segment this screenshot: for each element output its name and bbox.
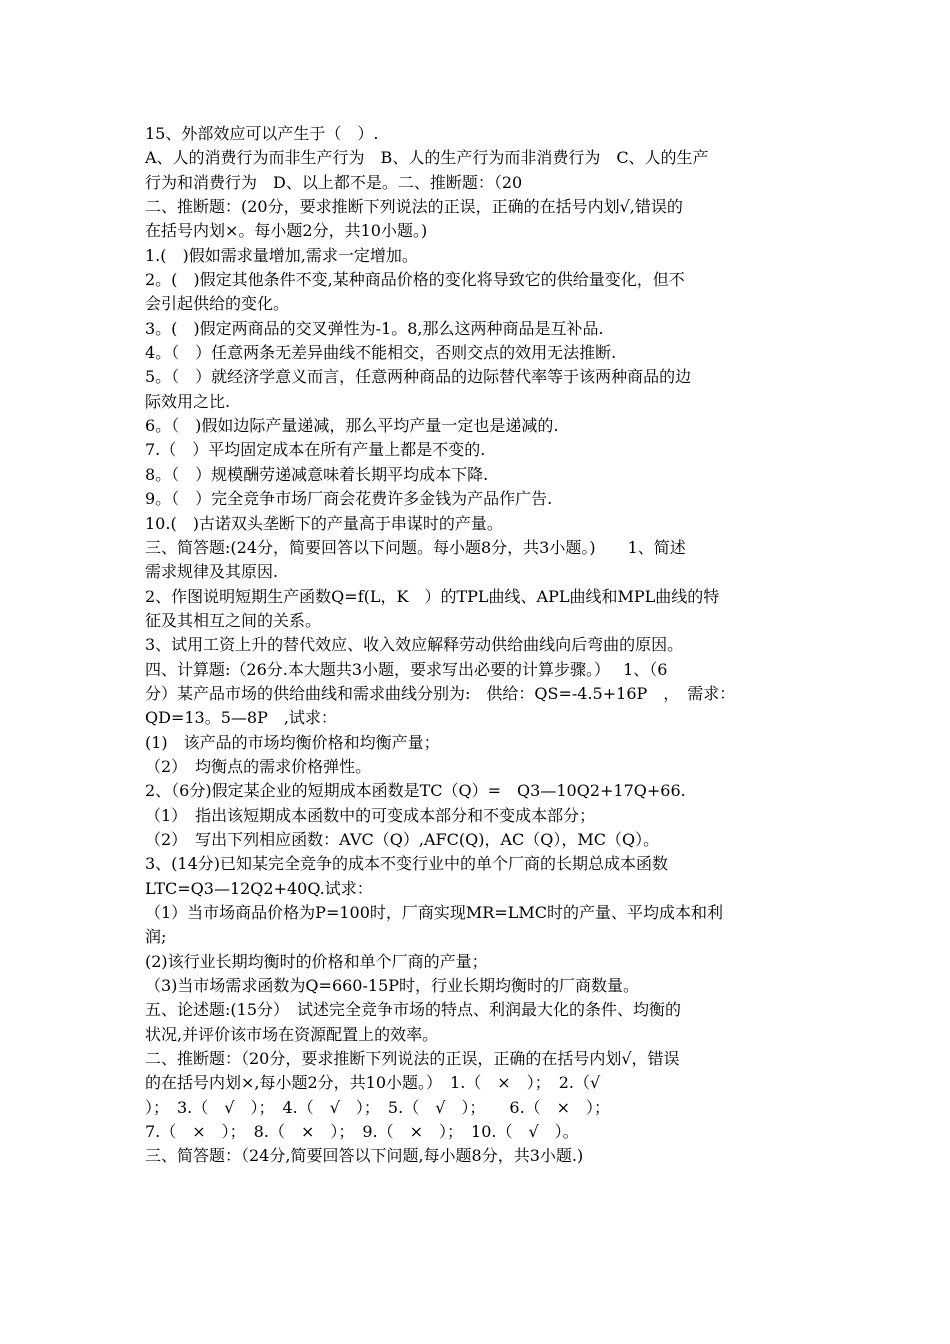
text-line: 15、外部效应可以产生于（ ）.	[145, 124, 379, 143]
text-line: 8。（ ）规模酬劳递减意味着长期平均成本下降.	[145, 464, 489, 484]
text-line: 三、简答题：（24分,简要回答以下问题,每小题8分，共3小题.)	[145, 1146, 584, 1166]
text-line: 3。( )假定两商品的交叉弹性为-1。8,那么这两种商品是互补品.	[145, 318, 604, 338]
text-line: 5。（ ）就经济学意义而言，任意两种商品的边际替代率等于该两种商品的边	[145, 367, 692, 387]
text-line: QD=13。5—8P ,试求：	[145, 708, 337, 728]
text-line: 五、论述题:(15分） 试述完全竞争市场的特点、利润最大化的条件、均衡的	[145, 1000, 681, 1020]
text-line: 7.（ × ）； 8.（ × ）； 9.（ × ）； 10.（ √ ）。	[145, 1122, 579, 1142]
text-line: LTC=Q3—12Q2+40Q.试求：	[145, 878, 373, 898]
text-line: 6。（ )假如边际产量递减，那么平均产量一定也是递减的.	[145, 416, 559, 436]
text-line: (2)该行业长期均衡时的价格和单个厂商的产量；	[145, 951, 488, 971]
text-line: (1) 该产品的市场均衡价格和均衡产量；	[145, 732, 440, 752]
text-line: 行为和消费行为 D、以上都不是。二、推断题：（20	[145, 172, 523, 192]
text-line: （3)当市场需求函数为Q=660-15P时，行业长期均衡时的厂商数量。	[145, 976, 640, 996]
text-line: 9。（ ）完全竞争市场厂商会花费许多金钱为产品作广告.	[145, 489, 553, 509]
text-line: 润;	[145, 927, 167, 947]
text-line: 征及其相互之间的关系。	[145, 610, 322, 630]
text-line: （2） 均衡点的需求价格弹性。	[145, 756, 372, 776]
text-line: 二、推断题：（20分，要求推断下列说法的正误，正确的在括号内划√，错误	[145, 1049, 680, 1069]
text-line: 分）某产品市场的供给曲线和需求曲线分别为: 供给：QS=-4.5+16P ， 需求：	[145, 683, 736, 703]
text-line: 7.（ ）平均固定成本在所有产量上都是不变的.	[145, 440, 486, 460]
text-line: 3、试用工资上升的替代效应、收入效应解释劳动供给曲线向后弯曲的原因。	[145, 635, 684, 655]
text-line: 的在括号内划×,每小题2分，共10小题。） 1.（ × ）； 2.（√	[145, 1073, 601, 1093]
text-line: 状况,并评价该市场在资源配置上的效率。	[145, 1024, 439, 1044]
text-line: A、人的消费行为而非生产行为 B、人的生产行为而非消费行为 C、人的生产	[145, 148, 709, 168]
text-line: 4。（ ）任意两条无差异曲线不能相交，否则交点的效用无法推断.	[145, 343, 617, 363]
text-line: ）； 3.（ √ ）； 4.（ √ ）； 5.（ √ ）； 6.（ × ）；	[145, 1097, 611, 1117]
text-line: 10.( )古诺双头垄断下的产量高于串谋时的产量。	[145, 513, 503, 533]
text-line: 需求规律及其原因.	[145, 562, 279, 582]
text-line: 会引起供给的变化。	[145, 294, 290, 314]
document-page	[145, 122, 813, 1169]
text-line: 3、(14分)已知某完全竞争的成本不变行业中的单个厂商的长期总成本函数	[145, 854, 669, 874]
text-line: （2） 写出下列相应函数：AVC（Q）,AFC(Q)，AC（Q），MC（Q）。	[145, 829, 660, 849]
text-line: （1）当市场商品价格为P=100时，厂商实现MR=LMC时的产量、平均成本和利	[145, 903, 723, 922]
text-line: 在括号内划×。每小题2分，共10小题。)	[145, 221, 428, 241]
text-line: 2、（6分)假定某企业的短期成本函数是TC（Q）= Q3—10Q2+17Q+66.	[145, 781, 686, 801]
text-line: 三、简答题:(24分，简要回答以下问题。每小题8分，共3小题。) 1、简述	[145, 537, 686, 557]
text-line: 2。( )假定其他条件不变,某种商品价格的变化将导致它的供给量变化，但不	[145, 270, 685, 290]
text-line: 1.( )假如需求量增加,需求一定增加。	[145, 245, 418, 265]
text-line: 四、计算题:（26分.本大题共3小题，要求写出必要的计算步骤。） 1、（6	[145, 659, 668, 679]
text-line: 2、作图说明短期生产函数Q=f(L，K ）的TPL曲线、APL曲线和MPL曲线的特	[145, 586, 720, 606]
text-line: 际效用之比.	[145, 391, 231, 411]
text-line: 二、推断题：(20分，要求推断下列说法的正误，正确的在括号内划√,错误的	[145, 197, 683, 217]
text-line: （1） 指出该短期成本函数中的可变成本部分和不变成本部分；	[145, 805, 596, 825]
